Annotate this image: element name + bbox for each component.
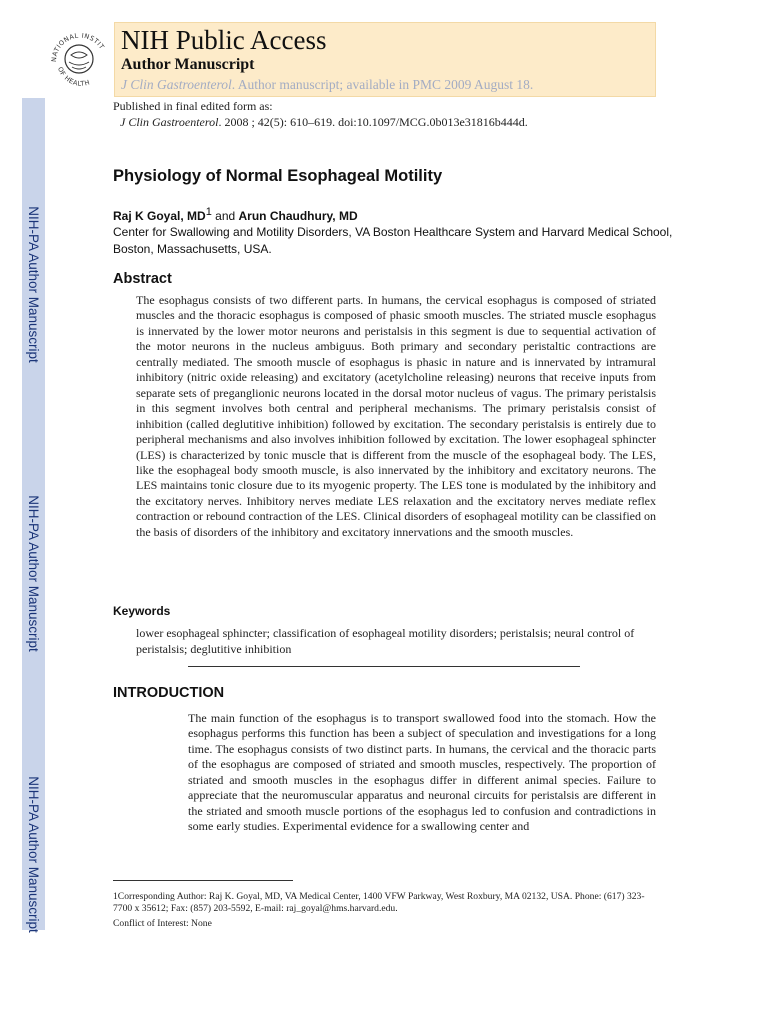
sidebar-label: NIH-PA Author Manuscript bbox=[26, 494, 41, 652]
citation bbox=[113, 114, 528, 130]
header-journal: J Clin Gastroenterol bbox=[121, 77, 232, 92]
authors bbox=[113, 206, 358, 223]
author-2: Arun Chaudhury, MD bbox=[238, 209, 358, 223]
introduction-heading: INTRODUCTION bbox=[113, 685, 225, 701]
header-availability bbox=[121, 77, 533, 93]
nih-seal-icon bbox=[44, 22, 114, 92]
abstract-text: The esophagus consists of two different parts. In humans, the cervical esophagus is composed of striated muscles and the thoracic esophagus is composed of phasic smooth muscles. The striated muscle esophagus is innervated by the lower motor neurons and peristalsis in this segment is due to sequential activation of the motor neurons in the nucleus ambiguus. Both primary and secondary peristaltic contractions are centrally mediated. The smooth muscle of esophagus is phasic in nature and is innervated by intramural inhibitory (nitric oxide releasing) and excitatory (acetylcholine releasing) neurons that receive inputs from separate sets of preganglionic neurons located in the dorsal motor nucleus of vagus. The primary peristalsis in this segment involves both central and peripheral mechanisms. The primary peristalsis consist of inhibition (called deglutitive inhibition) followed by excitation. The secondary peristalsis is entirely due to peripheral mechanisms and also involves inhibition followed by excitation. The lower esophageal sphincter (LES) is characterized by tonic muscle that is different from the muscle of the esophageal body. The LES, like the esophageal body smooth muscle, is also innervated by the inhibitory and excitatory neurons. The LES maintains tonic closure due to its myogenic property. The LES tone is modulated by the inhibitory and the excitatory nerves. Inhibitory nerves mediate LES relaxation and the excitatory nerves mediate reflex contraction or rebound contraction of the LES. Clinical disorders of esophageal motility can be classified on the basis of disorders of the inhibitory and excitatory innervations and the smooth muscles. bbox=[136, 293, 656, 539]
keywords-heading: Keywords bbox=[113, 604, 171, 618]
author-and: and bbox=[211, 209, 239, 223]
abstract-heading: Abstract bbox=[113, 271, 172, 287]
svg-text:OF HEALTH bbox=[56, 66, 91, 88]
keywords-text: lower esophageal sphincter; classification of esophageal motility disorders; peristalsis; neural control of peristalsis; deglutitive inhibition bbox=[136, 626, 635, 656]
logo-text-bottom: OF HEALTH bbox=[55, 65, 91, 88]
header-title: NIH Public Access bbox=[121, 25, 327, 55]
header-banner bbox=[114, 22, 656, 97]
header-subtitle: Author Manuscript bbox=[121, 56, 255, 73]
logo-text-top: NATIONAL INSTIT bbox=[49, 31, 106, 63]
publication-info bbox=[113, 98, 528, 130]
citation-journal: J Clin Gastroenterol bbox=[120, 115, 219, 129]
sidebar-label: NIH-PA Author Manuscript bbox=[26, 205, 41, 363]
corresponding-author-footnote: 1Corresponding Author: Raj K. Goyal, MD, VA Medical Center, 1400 VFW Parkway, West Roxbury, MA 02132, USA. Phone: (617) 323-7700 x 35612; Fax: (857) 203-5592, E-mail: raj_goyal@hms.harvard.edu. bbox=[113, 891, 645, 914]
header-availability-text: . Author manuscript; available in PMC 2009 August 18. bbox=[231, 77, 534, 92]
affiliation: Center for Swallowing and Motility Disorders, VA Boston Healthcare System and Harvard Medical School, Boston, Massachusetts, USA. bbox=[113, 225, 673, 256]
published-label: Published in final edited form as: bbox=[113, 99, 273, 113]
article-title: Physiology of Normal Esophageal Motility bbox=[113, 167, 443, 185]
svg-text:NATIONAL INSTITUTES bbox=[44, 22, 106, 62]
author-1: Raj K Goyal, MD bbox=[113, 209, 206, 223]
conflict-of-interest: Conflict of Interest: None bbox=[113, 918, 212, 929]
section-divider bbox=[188, 666, 580, 667]
footnote-divider bbox=[113, 880, 293, 881]
sidebar-label: NIH-PA Author Manuscript bbox=[26, 775, 41, 933]
nih-pa-sidebar bbox=[22, 98, 45, 933]
citation-text: . 2008 ; 42(5): 610–619. doi:10.1097/MCG.0b013e31816b444d. bbox=[218, 115, 528, 129]
author-1-footnote-mark[interactable]: 1 bbox=[205, 206, 212, 218]
introduction-text: The main function of the esophagus is to transport swallowed food into the stomach. How the esophagus performs this function has been a subject of speculation and investigations for a long time. The esophagus consists of two distinct parts. In humans, the cervical and the thoracic parts of the esophagus are composed of striated and smooth muscles, respectively. The proportion of striated and smooth muscles in the esophagus differ in different animal species. Failure to appreciate that the neuromuscular apparatus and neuronal circuits for peristalsis are different in the striated and smooth muscle portions of the esophagus led to confusion and contradictions in some early studies. Experimental evidence for a swallowing center and bbox=[188, 711, 656, 834]
